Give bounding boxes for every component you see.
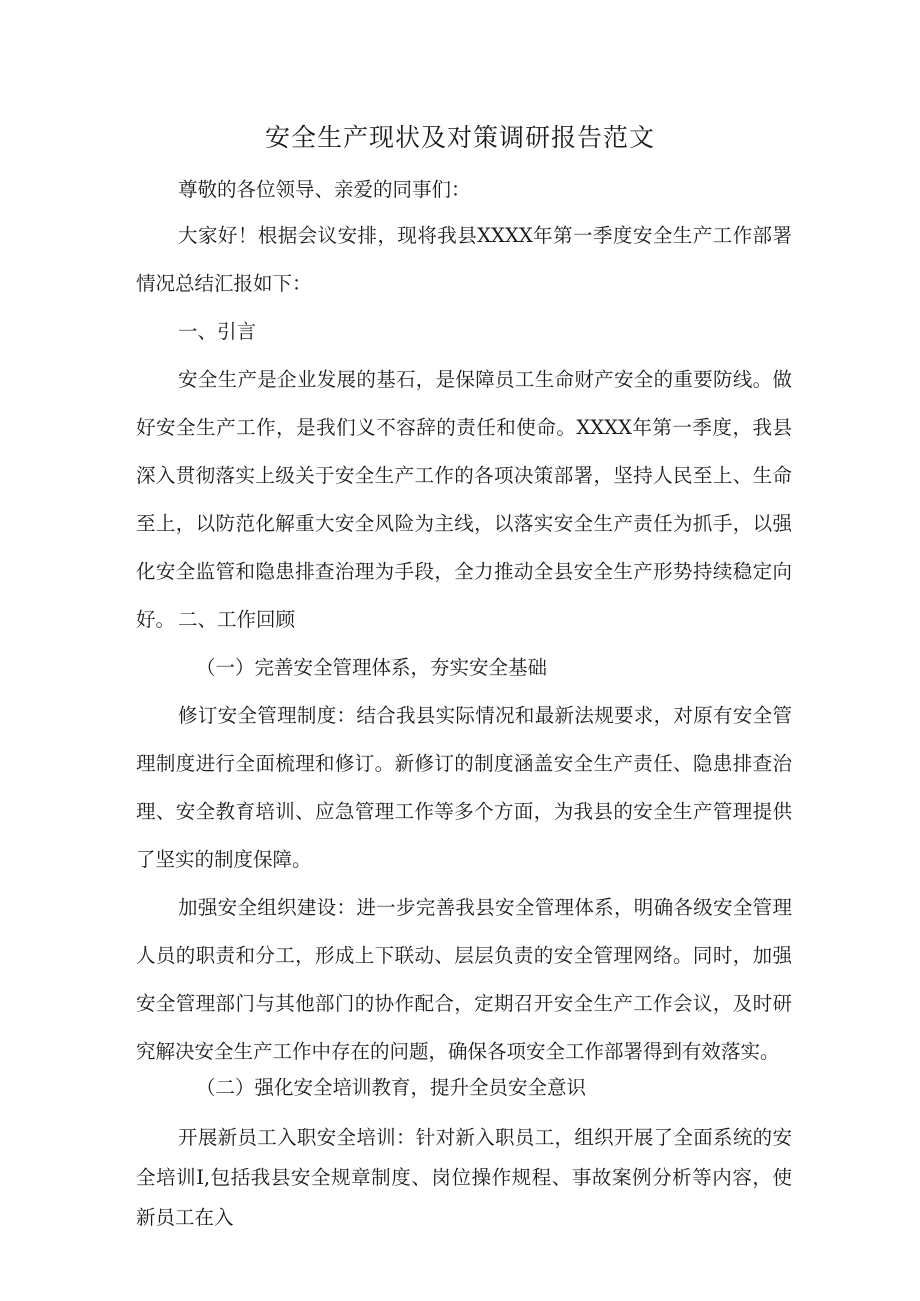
subsection-heading-safety-training: （二）强化安全培训教育，提升全员安全意识: [196, 1076, 587, 1099]
subsection-heading-management-system: （一）完善安全管理体系，夯实安全基础: [196, 656, 548, 679]
paragraph-new-employee-training: 开展新员工入职安全培训：针对新入职员工，组织开展了全面系统的安全培训I,包括我县安全规章制度、岗位操作规程、事故案例分析等内容，使新员工在入: [136, 1126, 792, 1229]
section-heading-work-review: 二、工作回顾: [178, 608, 296, 631]
paragraph-organization-building: 加强安全组织建设：进一步完善我县安全管理体系，明确各级安全管理人员的职责和分工，形成上下联动、层层负责的安全管理网络。同时，加强安全管理部门与其他部门的协作配合，定期召开安全生产工作会议，及时研究解决安全生产工作中存在的问题，确保各项安全工作部署得到有效落实。: [136, 896, 792, 1063]
greeting-paragraph: 大家好！根据会议安排，现将我县XXXX年第一季度安全生产工作部署情况总结汇报如下：: [136, 224, 792, 295]
paragraph-revise-regulations: 修订安全管理制度：结合我县实际情况和最新法规要求，对原有安全管理制度进行全面梳理和修订。新修订的制度涵盖安全生产责任、隐患排查治理、安全教育培训、应急管理工作等多个方面，为我县的安全生产管理提供了坚实的制度保障。: [136, 704, 792, 871]
salutation: 尊敬的各位领导、亲爱的同事们：: [178, 178, 471, 201]
introduction-paragraph: 安全生产是企业发展的基石，是保障员工生命财产安全的重要防线。做好安全生产工作，是我们义不容辞的责任和使命。XXXX年第一季度，我县深入贯彻落实上级关于安全生产工作的各项决策部署，坚持人民至上、生命至上，以防范化解重大安全风险为主线，以落实安全生产责任为抓手，以强化安全监管和隐患排查治理为手段，全力推动全县安全生产形势持续稳定向好。: [136, 368, 792, 631]
document-title: 安全生产现状及对策调研报告范文: [264, 123, 655, 152]
section-heading-introduction: 一、引言: [178, 320, 257, 343]
